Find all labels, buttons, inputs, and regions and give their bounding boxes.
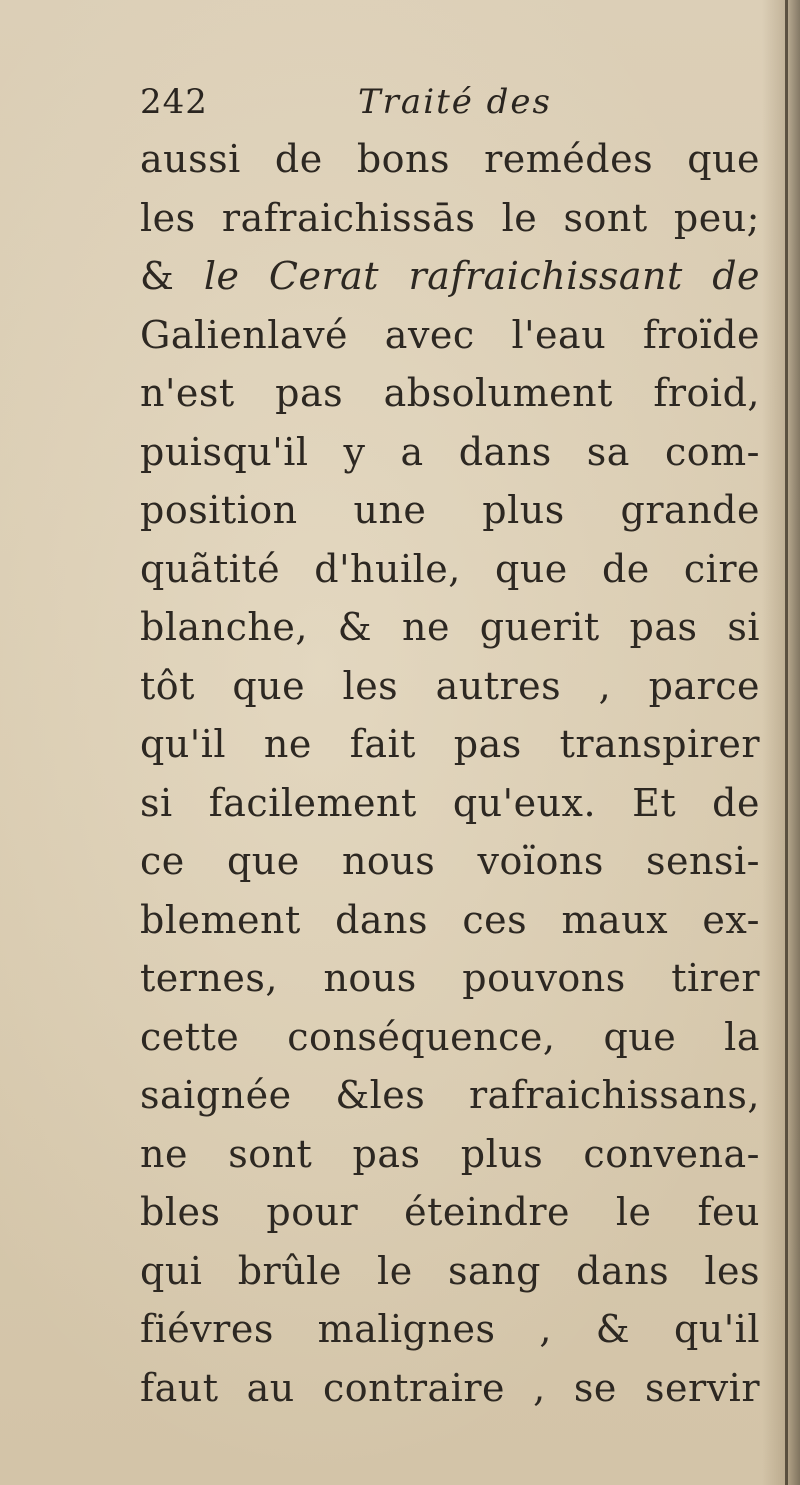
text-line-18: ne sont pas plus convena- [140, 1131, 760, 1176]
text-line-3-ampersand: & [140, 254, 204, 298]
page-edge-shadow [762, 0, 800, 1485]
running-head: Traité des [358, 82, 553, 122]
text-line-11: qu'il ne fait pas transpirer [140, 722, 760, 766]
text-line-15: ternes, nous pouvons tirer [140, 956, 760, 1000]
text-line-19: bles pour éteindre le feu [140, 1190, 760, 1234]
text-line-17: saignée &les rafraichissans, [140, 1073, 760, 1117]
text-line-2: les rafraichissās le sont peu; [140, 195, 760, 240]
page-number: 242 [140, 82, 208, 122]
text-line-4: Galienlavé avec l'eau froïde [140, 312, 760, 357]
text-line-5: n'est pas absolument froid, [140, 371, 760, 415]
text-line-10: tôt que les autres , parce [140, 663, 760, 708]
text-line-6: puisqu'il y a dans sa com- [140, 429, 760, 474]
text-line-21: fiévres malignes , & qu'il [140, 1307, 760, 1351]
text-line-3 [140, 247, 760, 306]
text-line-1: aussi de bons remédes que [140, 137, 760, 181]
text-line-20: qui brûle le sang dans les [140, 1248, 760, 1293]
text-line-12: si facilement qu'eux. Et de [140, 780, 760, 825]
text-line-13: ce que nous voïons sensi- [140, 839, 760, 883]
text-line-8: quãtité d'huile, que de cire [140, 546, 760, 591]
page-edge-line [785, 0, 788, 1485]
text-line-9: blanche, & ne guerit pas si [140, 605, 760, 649]
text-line-16: cette conséquence, que la [140, 1014, 760, 1059]
text-line-14: blement dans ces maux ex- [140, 897, 760, 942]
text-line-3-italic: le Cerat rafraichissant de [203, 254, 761, 298]
body-text [140, 130, 760, 1417]
text-line-22: faut au contraire , se servir [140, 1365, 760, 1410]
page-header [140, 82, 760, 132]
text-line-7: position une plus grande [140, 488, 760, 532]
